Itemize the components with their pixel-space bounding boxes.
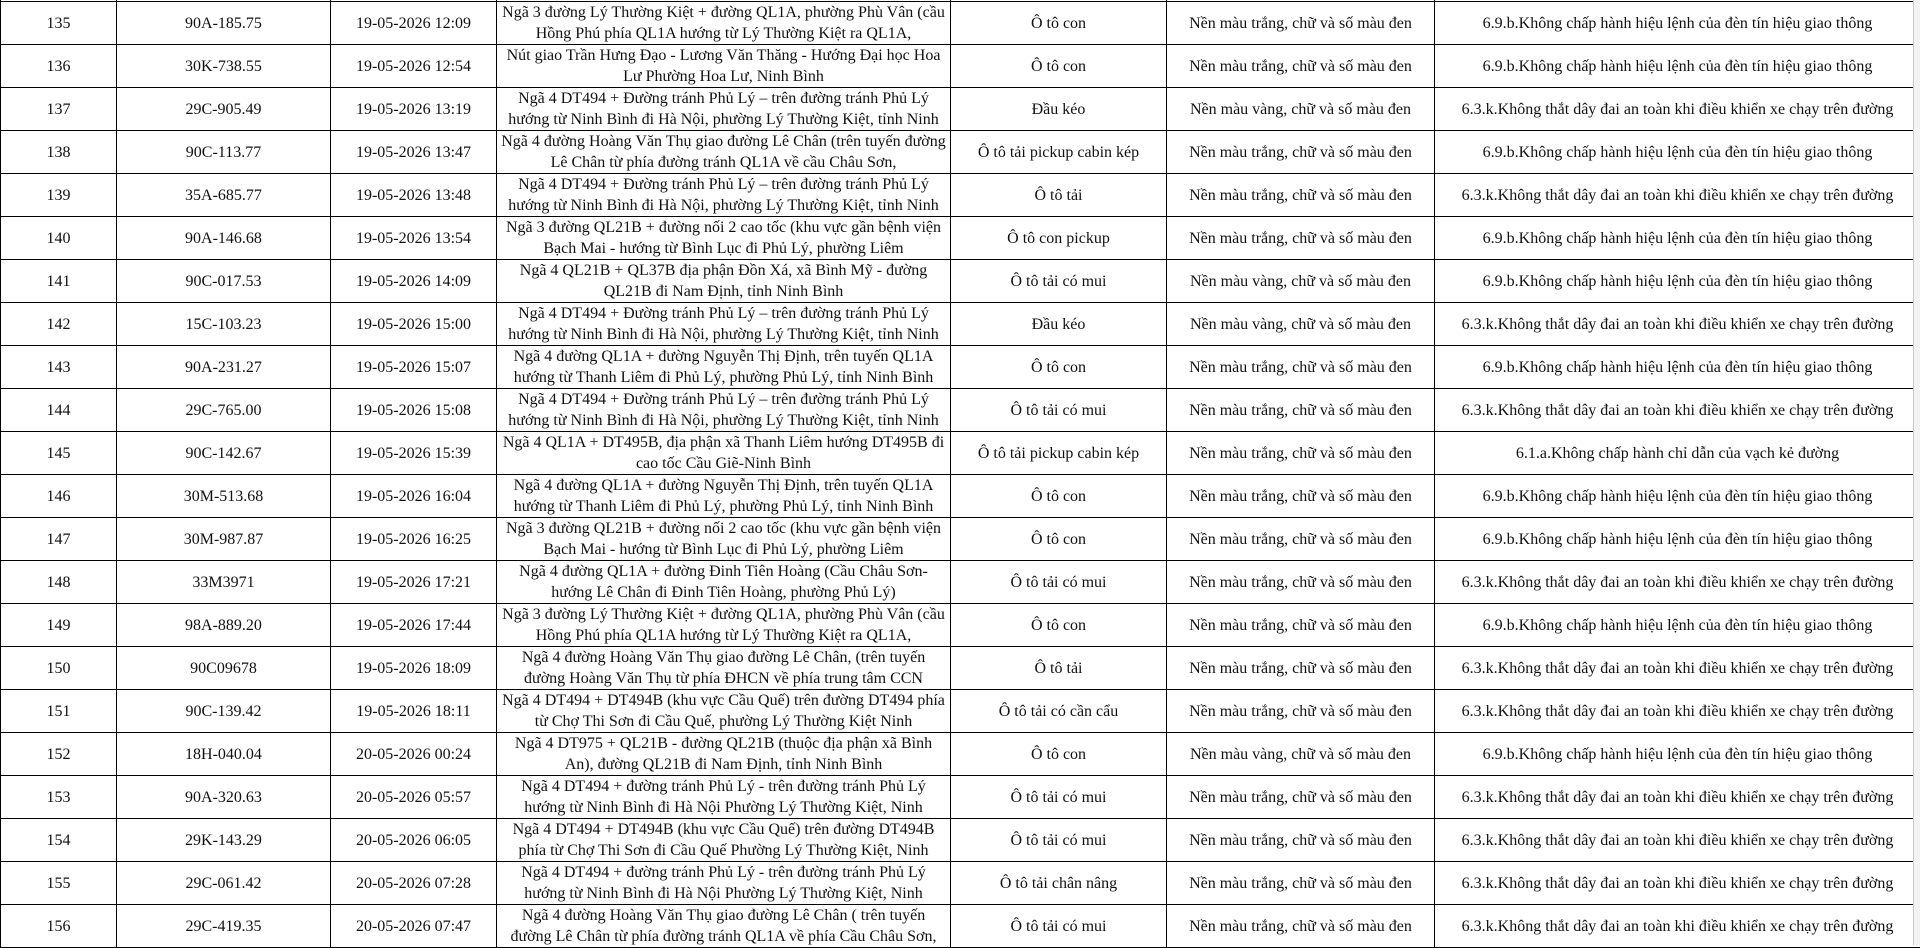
time-cell: 19-05-2026 13:54 (331, 217, 497, 260)
time-cell: 19-05-2026 15:07 (331, 346, 497, 389)
violation-cell: 6.1.a.Không chấp hành chỉ dẫn của vạch kẻ đường (1435, 432, 1920, 475)
plate-color-cell: Nền màu trắng, chữ và số màu đen (1167, 647, 1435, 690)
plate-cell: 29C-765.00 (117, 389, 331, 432)
time-cell: 20-05-2026 00:24 (331, 733, 497, 776)
violation-cell: 6.9.b.Không chấp hành hiệu lệnh của đèn tín hiệu giao thông (1435, 733, 1920, 776)
plate-color-cell: Nền màu trắng, chữ và số màu đen (1167, 776, 1435, 819)
location-text: Ngã 3 đường QL21B + đường nối 2 cao tốc (khu vực gần bệnh viện Bạch Mai - hướng từ Bình Lục đi Phủ Lý, phường Liêm (500, 217, 947, 259)
stt-cell: 146 (1, 475, 117, 518)
plate-cell: 90A-231.27 (117, 346, 331, 389)
location-cell (497, 131, 951, 174)
vehicle-cell: Ô tô con (951, 45, 1167, 88)
plate-color-cell: Nền màu vàng, chữ và số màu đen (1167, 88, 1435, 131)
violation-cell: 6.3.k.Không thắt dây đai an toàn khi điều khiển xe chạy trên đường (1435, 819, 1920, 862)
table-row (1, 733, 1920, 776)
vehicle-cell: Ô tô tải chân nâng (951, 862, 1167, 905)
table-row (1, 862, 1920, 905)
stt-cell: 154 (1, 819, 117, 862)
vehicle-cell: Ô tô con (951, 733, 1167, 776)
table-row (1, 604, 1920, 647)
plate-cell: 18H-040.04 (117, 733, 331, 776)
violation-cell: 6.9.b.Không chấp hành hiệu lệnh của đèn tín hiệu giao thông (1435, 131, 1920, 174)
plate-color-cell: Nền màu trắng, chữ và số màu đen (1167, 604, 1435, 647)
vehicle-cell: Ô tô tải (951, 647, 1167, 690)
plate-cell: 29K-143.29 (117, 819, 331, 862)
location-cell (497, 690, 951, 733)
violation-cell: 6.9.b.Không chấp hành hiệu lệnh của đèn tín hiệu giao thông (1435, 217, 1920, 260)
location-text: Ngã 4 đường QL1A + đường Đinh Tiên Hoàng (Cầu Châu Sơn-hướng Lê Chân đi Đinh Tiên Hoàng, phường Phủ Lý) (500, 561, 947, 603)
location-cell (497, 905, 951, 948)
plate-cell: 98A-889.20 (117, 604, 331, 647)
vehicle-cell: Ô tô tải có mui (951, 389, 1167, 432)
plate-cell: 35A-685.77 (117, 174, 331, 217)
violation-cell: 6.3.k.Không thắt dây đai an toàn khi điều khiển xe chạy trên đường (1435, 561, 1920, 604)
location-cell (497, 217, 951, 260)
vehicle-cell: Ô tô tải pickup cabin kép (951, 432, 1167, 475)
time-cell: 19-05-2026 18:09 (331, 647, 497, 690)
plate-cell: 90A-185.75 (117, 2, 331, 45)
violation-cell: 6.9.b.Không chấp hành hiệu lệnh của đèn tín hiệu giao thông (1435, 45, 1920, 88)
plate-cell: 90C09678 (117, 647, 331, 690)
location-cell (497, 475, 951, 518)
plate-cell: 15C-103.23 (117, 303, 331, 346)
stt-cell: 136 (1, 45, 117, 88)
stt-cell: 156 (1, 905, 117, 948)
location-cell (497, 561, 951, 604)
location-cell (497, 733, 951, 776)
location-text: Ngã 4 đường Hoàng Văn Thụ giao đường Lê Chân, (trên tuyến đường Hoàng Văn Thụ từ phía ĐHCN về phía trung tâm CCN (500, 647, 947, 689)
time-cell: 19-05-2026 13:48 (331, 174, 497, 217)
vehicle-cell: Ô tô con (951, 518, 1167, 561)
table-row (1, 647, 1920, 690)
stt-cell: 151 (1, 690, 117, 733)
stt-cell: 144 (1, 389, 117, 432)
time-cell: 19-05-2026 15:39 (331, 432, 497, 475)
location-text: Ngã 3 đường QL21B + đường nối 2 cao tốc (khu vực gần bệnh viện Bạch Mai - hướng từ Bình Lục đi Phủ Lý, phường Liêm (500, 518, 947, 560)
plate-cell: 30M-987.87 (117, 518, 331, 561)
violation-cell: 6.3.k.Không thắt dây đai an toàn khi điều khiển xe chạy trên đường (1435, 905, 1920, 948)
location-text: Ngã 3 đường Lý Thường Kiệt + đường QL1A, phường Phù Vân (cầu Hồng Phú phía QL1A hướng từ Lý Thường Kiệt ra QL1A, (500, 2, 947, 44)
location-cell (497, 45, 951, 88)
time-cell: 19-05-2026 18:11 (331, 690, 497, 733)
plate-color-cell: Nền màu vàng, chữ và số màu đen (1167, 303, 1435, 346)
vehicle-cell: Đầu kéo (951, 303, 1167, 346)
location-text: Ngã 4 DT494 + Đường tránh Phủ Lý – trên đường tránh Phủ Lý hướng từ Ninh Bình đi Hà Nội, phường Lý Thường Kiệt, tỉnh Ninh (500, 389, 947, 431)
location-cell (497, 776, 951, 819)
table-row (1, 776, 1920, 819)
location-text: Ngã 4 DT494 + DT494B (khu vực Cầu Quế) trên đường DT494 phía từ Chợ Thi Sơn đi Cầu Quế, phường Lý Thường Kiệt Ninh (500, 690, 947, 732)
plate-color-cell: Nền màu trắng, chữ và số màu đen (1167, 217, 1435, 260)
location-cell (497, 174, 951, 217)
table-row (1, 174, 1920, 217)
plate-cell: 29C-419.35 (117, 905, 331, 948)
location-text: Ngã 3 đường Lý Thường Kiệt + đường QL1A, phường Phù Vân (cầu Hồng Phú phía QL1A hướng từ Lý Thường Kiệt ra QL1A, (500, 604, 947, 646)
plate-color-cell: Nền màu vàng, chữ và số màu đen (1167, 260, 1435, 303)
location-text: Ngã 4 đường Hoàng Văn Thụ giao đường Lê Chân (trên tuyến đường Lê Chân từ phía đường tránh QL1A về cầu Châu Sơn, (500, 131, 947, 173)
stt-cell: 153 (1, 776, 117, 819)
location-text: Ngã 4 DT494 + DT494B (khu vực Cầu Quế) trên đường DT494B phía từ Chợ Thi Sơn đi Cầu Quế Phường Lý Thường Kiệt, Ninh (500, 819, 947, 861)
table-row (1, 260, 1920, 303)
table-row (1, 45, 1920, 88)
time-cell: 20-05-2026 05:57 (331, 776, 497, 819)
table-row (1, 690, 1920, 733)
vehicle-cell: Ô tô tải có mui (951, 776, 1167, 819)
time-cell: 20-05-2026 07:28 (331, 862, 497, 905)
location-text: Ngã 4 đường QL1A + đường Nguyễn Thị Định, trên tuyến QL1A hướng từ Thanh Liêm đi Phủ Lý, phường Phủ Lý, tỉnh Ninh Bình (500, 475, 947, 517)
location-text: Ngã 4 QL21B + QL37B địa phận Đồn Xá, xã Bình Mỹ - đường QL21B đi Nam Định, tỉnh Ninh Bình (500, 260, 947, 302)
plate-color-cell: Nền màu trắng, chữ và số màu đen (1167, 475, 1435, 518)
location-text: Ngã 4 đường Hoàng Văn Thụ giao đường Lê Chân ( trên tuyến đường Lê Chân từ phía đường tránh QL1A về phía Cầu Châu Sơn, (500, 905, 947, 947)
time-cell: 19-05-2026 14:09 (331, 260, 497, 303)
stt-cell: 140 (1, 217, 117, 260)
stt-cell: 145 (1, 432, 117, 475)
location-cell (497, 862, 951, 905)
plate-color-cell: Nền màu trắng, chữ và số màu đen (1167, 819, 1435, 862)
stt-cell: 135 (1, 2, 117, 45)
violation-cell: 6.3.k.Không thắt dây đai an toàn khi điều khiển xe chạy trên đường (1435, 88, 1920, 131)
vehicle-cell: Ô tô con (951, 346, 1167, 389)
time-cell: 20-05-2026 07:47 (331, 905, 497, 948)
time-cell: 19-05-2026 16:25 (331, 518, 497, 561)
plate-cell: 29C-905.49 (117, 88, 331, 131)
location-text: Ngã 4 DT494 + đường tránh Phủ Lý - trên đường tránh Phủ Lý hướng từ Ninh Bình đi Hà Nội Phường Lý Thường Kiệt, Ninh (500, 862, 947, 904)
time-cell: 19-05-2026 15:08 (331, 389, 497, 432)
time-cell: 20-05-2026 06:05 (331, 819, 497, 862)
violation-cell: 6.9.b.Không chấp hành hiệu lệnh của đèn tín hiệu giao thông (1435, 475, 1920, 518)
plate-cell: 90C-113.77 (117, 131, 331, 174)
vehicle-cell: Ô tô tải có cần cẩu (951, 690, 1167, 733)
time-cell: 19-05-2026 17:44 (331, 604, 497, 647)
plate-cell: 90C-139.42 (117, 690, 331, 733)
stt-cell: 149 (1, 604, 117, 647)
table-row (1, 131, 1920, 174)
plate-cell: 90C-142.67 (117, 432, 331, 475)
table-row (1, 432, 1920, 475)
stt-cell: 138 (1, 131, 117, 174)
plate-color-cell: Nền màu trắng, chữ và số màu đen (1167, 2, 1435, 45)
vehicle-cell: Ô tô tải có mui (951, 819, 1167, 862)
vehicle-cell: Đầu kéo (951, 88, 1167, 131)
violation-cell: 6.3.k.Không thắt dây đai an toàn khi điều khiển xe chạy trên đường (1435, 776, 1920, 819)
violation-cell: 6.9.b.Không chấp hành hiệu lệnh của đèn tín hiệu giao thông (1435, 2, 1920, 45)
plate-color-cell: Nền màu vàng, chữ và số màu đen (1167, 733, 1435, 776)
violation-cell: 6.3.k.Không thắt dây đai an toàn khi điều khiển xe chạy trên đường (1435, 647, 1920, 690)
time-cell: 19-05-2026 12:09 (331, 2, 497, 45)
vehicle-cell: Ô tô con (951, 2, 1167, 45)
location-cell (497, 303, 951, 346)
plate-cell: 90A-320.63 (117, 776, 331, 819)
plate-cell: 30K-738.55 (117, 45, 331, 88)
time-cell: 19-05-2026 13:47 (331, 131, 497, 174)
stt-cell: 155 (1, 862, 117, 905)
plate-color-cell: Nền màu trắng, chữ và số màu đen (1167, 346, 1435, 389)
time-cell: 19-05-2026 13:19 (331, 88, 497, 131)
location-text: Nút giao Trần Hưng Đạo - Lương Văn Thăng - Hướng Đại học Hoa Lư Phường Hoa Lư, Ninh Bình (500, 45, 947, 87)
plate-color-cell: Nền màu trắng, chữ và số màu đen (1167, 905, 1435, 948)
location-text: Ngã 4 DT494 + Đường tránh Phủ Lý – trên đường tránh Phủ Lý hướng từ Ninh Bình đi Hà Nội, phường Lý Thường Kiệt, tỉnh Ninh (500, 303, 947, 345)
table-row (1, 389, 1920, 432)
location-cell (497, 819, 951, 862)
vehicle-cell: Ô tô tải pickup cabin kép (951, 131, 1167, 174)
location-cell (497, 518, 951, 561)
stt-cell: 139 (1, 174, 117, 217)
stt-cell: 137 (1, 88, 117, 131)
plate-color-cell: Nền màu trắng, chữ và số màu đen (1167, 131, 1435, 174)
location-text: Ngã 4 đường QL1A + đường Nguyễn Thị Định, trên tuyến QL1A hướng từ Thanh Liêm đi Phủ Lý, phường Phủ Lý, tỉnh Ninh Bình (500, 346, 947, 388)
vehicle-cell: Ô tô tải có mui (951, 905, 1167, 948)
stt-cell: 142 (1, 303, 117, 346)
vehicle-cell: Ô tô con (951, 475, 1167, 518)
plate-cell: 33M3971 (117, 561, 331, 604)
location-text: Ngã 4 QL1A + DT495B, địa phận xã Thanh Liêm hướng DT495B đi cao tốc Cầu Giẽ-Ninh Bình (500, 432, 947, 474)
plate-cell: 30M-513.68 (117, 475, 331, 518)
table-row (1, 303, 1920, 346)
table-row (1, 819, 1920, 862)
table-row (1, 561, 1920, 604)
plate-color-cell: Nền màu trắng, chữ và số màu đen (1167, 862, 1435, 905)
table-row (1, 905, 1920, 948)
violation-cell: 6.9.b.Không chấp hành hiệu lệnh của đèn tín hiệu giao thông (1435, 346, 1920, 389)
location-cell (497, 432, 951, 475)
vehicle-cell: Ô tô tải (951, 174, 1167, 217)
table-row (1, 217, 1920, 260)
plate-color-cell: Nền màu trắng, chữ và số màu đen (1167, 690, 1435, 733)
stt-cell: 148 (1, 561, 117, 604)
location-cell (497, 604, 951, 647)
plate-color-cell: Nền màu trắng, chữ và số màu đen (1167, 45, 1435, 88)
plate-cell: 90A-146.68 (117, 217, 331, 260)
stt-cell: 147 (1, 518, 117, 561)
plate-color-cell: Nền màu trắng, chữ và số màu đen (1167, 432, 1435, 475)
stt-cell: 143 (1, 346, 117, 389)
location-cell (497, 88, 951, 131)
plate-color-cell: Nền màu trắng, chữ và số màu đen (1167, 518, 1435, 561)
violation-cell: 6.3.k.Không thắt dây đai an toàn khi điều khiển xe chạy trên đường (1435, 690, 1920, 733)
vehicle-cell: Ô tô con (951, 604, 1167, 647)
location-cell (497, 260, 951, 303)
vehicle-cell: Ô tô tải có mui (951, 260, 1167, 303)
time-cell: 19-05-2026 15:00 (331, 303, 497, 346)
location-text: Ngã 4 DT494 + đường tránh Phủ Lý - trên đường tránh Phủ Lý hướng từ Ninh Bình đi Hà Nội Phường Lý Thường Kiệt, Ninh (500, 776, 947, 818)
table-row (1, 2, 1920, 45)
plate-cell: 29C-061.42 (117, 862, 331, 905)
plate-color-cell: Nền màu trắng, chữ và số màu đen (1167, 389, 1435, 432)
violation-cell: 6.3.k.Không thắt dây đai an toàn khi điều khiển xe chạy trên đường (1435, 389, 1920, 432)
violation-cell: 6.3.k.Không thắt dây đai an toàn khi điều khiển xe chạy trên đường (1435, 303, 1920, 346)
time-cell: 19-05-2026 16:04 (331, 475, 497, 518)
location-cell (497, 647, 951, 690)
location-text: Ngã 4 DT975 + QL21B - đường QL21B (thuộc địa phận xã Bình An), đường QL21B đi Nam Định, tỉnh Ninh Bình (500, 733, 947, 775)
table-row (1, 346, 1920, 389)
table-row (1, 88, 1920, 131)
vehicle-cell: Ô tô tải có mui (951, 561, 1167, 604)
violation-cell: 6.9.b.Không chấp hành hiệu lệnh của đèn tín hiệu giao thông (1435, 518, 1920, 561)
location-cell (497, 389, 951, 432)
table-body (1, 0, 1920, 948)
violation-cell: 6.3.k.Không thắt dây đai an toàn khi điều khiển xe chạy trên đường (1435, 174, 1920, 217)
stt-cell: 152 (1, 733, 117, 776)
time-cell: 19-05-2026 17:21 (331, 561, 497, 604)
vehicle-cell: Ô tô con pickup (951, 217, 1167, 260)
location-text: Ngã 4 DT494 + Đường tránh Phủ Lý – trên đường tránh Phủ Lý hướng từ Ninh Bình đi Hà Nội, phường Lý Thường Kiệt, tỉnh Ninh (500, 88, 947, 130)
violation-cell: 6.9.b.Không chấp hành hiệu lệnh của đèn tín hiệu giao thông (1435, 260, 1920, 303)
violation-cell: 6.3.k.Không thắt dây đai an toàn khi điều khiển xe chạy trên đường (1435, 862, 1920, 905)
time-cell: 19-05-2026 12:54 (331, 45, 497, 88)
location-text: Ngã 4 DT494 + Đường tránh Phủ Lý – trên đường tránh Phủ Lý hướng từ Ninh Bình đi Hà Nội, phường Lý Thường Kiệt, tỉnh Ninh (500, 174, 947, 216)
plate-cell: 90C-017.53 (117, 260, 331, 303)
location-cell (497, 346, 951, 389)
plate-color-cell: Nền màu trắng, chữ và số màu đen (1167, 174, 1435, 217)
stt-cell: 150 (1, 647, 117, 690)
window-edge (1913, 0, 1920, 945)
stt-cell: 141 (1, 260, 117, 303)
location-cell (497, 2, 951, 45)
table-row (1, 475, 1920, 518)
violation-cell: 6.9.b.Không chấp hành hiệu lệnh của đèn tín hiệu giao thông (1435, 604, 1920, 647)
plate-color-cell: Nền màu trắng, chữ và số màu đen (1167, 561, 1435, 604)
table-row (1, 518, 1920, 561)
